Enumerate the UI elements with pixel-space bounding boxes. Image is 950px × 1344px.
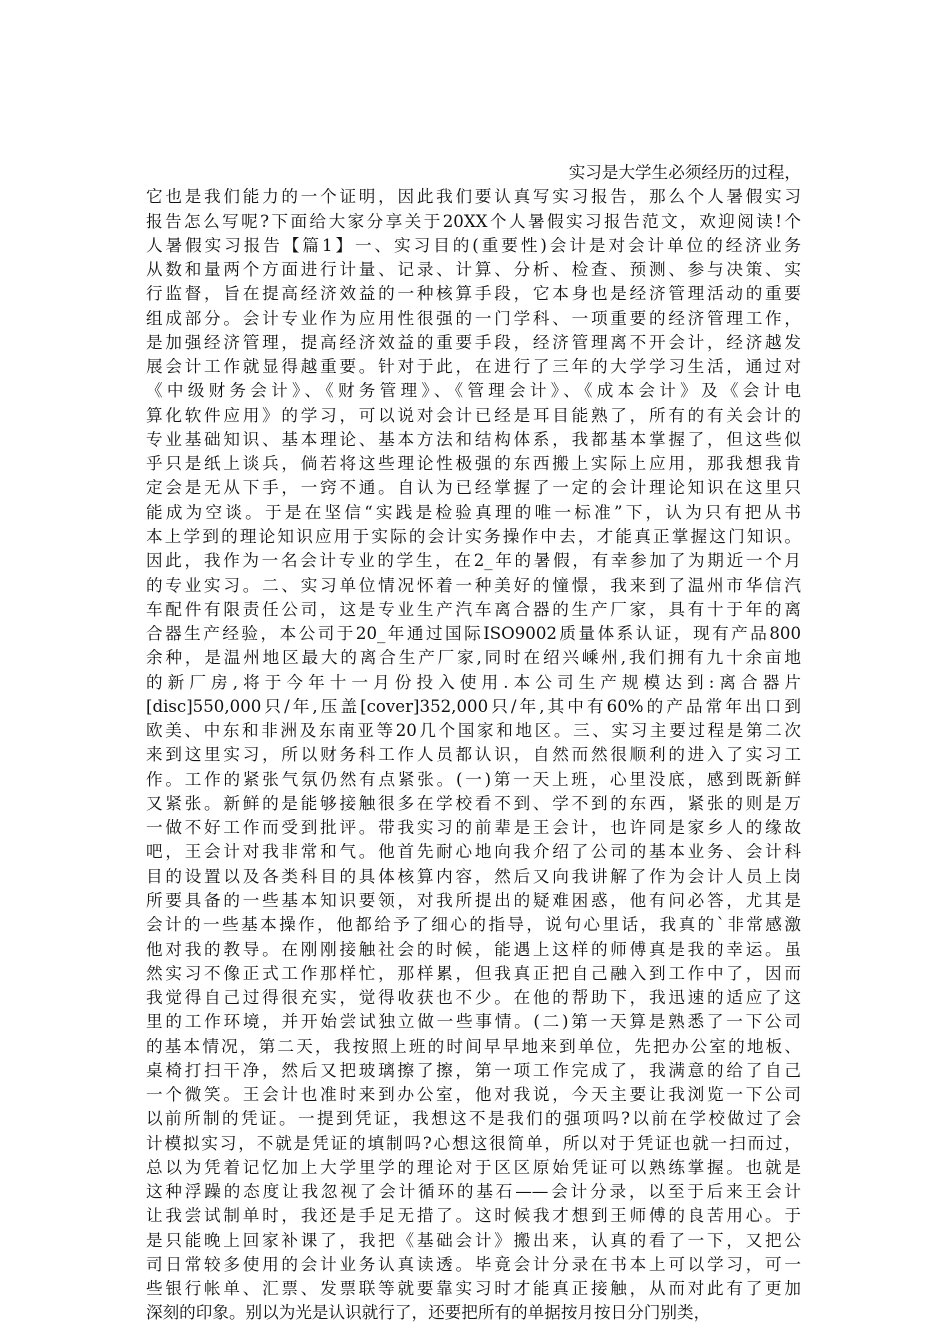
document-body: [146, 161, 801, 1326]
text-line-10: 《中级财务会计》、《财务管理》、《管理会计》、《成本会计》及《会计电: [146, 381, 801, 401]
text-line-46: 司日常较多使用的会计业务认真读透。毕竟会计分录在书本上可以学习，可一: [146, 1254, 801, 1274]
text-line-48: 深刻的印象。别以为光是认识就行了，还要把所有的单据按月按日分门别类，: [146, 1303, 711, 1323]
text-line-22: 的新厂房,将于今年十一月份投入使用.本公司生产规模达到:离合器片: [146, 672, 801, 692]
text-line-12: 专业基础知识、基本理论、基本方法和结构体系，我都基本掌握了，但这些似: [146, 429, 801, 449]
text-line-9: 展会计工作就显得越重要。针对于此，在进行了三年的大学学习生活，通过对: [146, 357, 801, 377]
text-line-39: 一个微笑。王会计也准时来到办公室，他对我说，今天主要让我浏览一下公司: [146, 1085, 801, 1105]
text-line-13: 乎只是纸上谈兵，倘若将这些理论性极强的东西搬上实际上应用，那我想我肯: [146, 454, 801, 474]
text-line-41: 计模拟实习，不就是凭证的填制吗?心想这很简单，所以对于凭证也就一扫而过，: [146, 1133, 801, 1153]
text-line-28: 一做不好工作而受到批评。带我实习的前辈是王会计，也许同是家乡人的缘故: [146, 818, 801, 838]
text-line-14: 定会是无从下手，一窍不通。自认为已经掌握了一定的会计理论知识在这里只: [146, 478, 801, 498]
text-line-26: 作。工作的紧张气氛仍然有点紧张。(一)第一天上班，心里没底，感到既新鲜: [146, 769, 801, 789]
text-line-24: 欧美、中东和非洲及东南亚等20几个国家和地区。三、实习主要过程是第二次: [146, 721, 801, 741]
text-line-3: 报告怎么写呢?下面给大家分享关于20XX个人暑假实习报告范文，欢迎阅读!个: [146, 211, 801, 231]
text-line-33: 他对我的教导。在刚刚接触社会的时候，能遇上这样的师傅真是我的幸运。虽: [146, 939, 801, 959]
text-line-35: 我觉得自己过得很充实，觉得收获也不少。在他的帮助下，我迅速的适应了这: [146, 988, 801, 1008]
text-line-16: 本上学到的理论知识应用于实际的会计实务操作中去，才能真正掌握这门知识。: [146, 526, 801, 546]
text-line-8: 是加强经济管理，提高经济效益的重要手段，经济管理离不开会计，经济越发: [146, 332, 801, 352]
text-line-30: 目的设置以及各类科目的具体核算内容，然后又向我讲解了作为会计人员上岗: [146, 866, 801, 886]
text-line-32: 会计的一些基本操作，他都给予了细心的指导，说句心里话，我真的`非常感激: [146, 915, 801, 935]
text-line-11: 算化软件应用》的学习，可以说对会计已经是耳目能熟了，所有的有关会计的: [146, 405, 801, 425]
text-line-38: 桌椅打扫干净，然后又把玻璃擦了擦，第一项工作完成了，我满意的给了自己: [146, 1060, 801, 1080]
text-line-43: 这种浮躁的态度让我忽视了会计循环的基石——会计分录，以至于后来王会计: [146, 1182, 801, 1202]
text-line-40: 以前所制的凭证。一提到凭证，我想这不是我们的强项吗?以前在学校做过了会: [146, 1109, 801, 1129]
text-line-47: 些银行帐单、汇票、发票联等就要靠实习时才能真正接触，从而对此有了更加: [146, 1279, 801, 1299]
text-line-18: 的专业实习。二、实习单位情况怀着一种美好的憧憬，我来到了温州市华信汽: [146, 575, 801, 595]
text-line-29: 吧，王会计对我非常和气。他首先耐心地向我介绍了公司的基本业务、会计科: [146, 842, 801, 862]
text-line-37: 的基本情况，第二天，我按照上班的时间早早地来到单位，先把办公室的地板、: [146, 1036, 801, 1056]
text-line-31: 所要具备的一些基本知识要领，对我所提出的疑难困惑，他有问必答，尤其是: [146, 890, 801, 910]
text-line-17: 因此，我作为一名会计专业的学生，在2_年的暑假，有幸参加了为期近一个月: [146, 551, 801, 571]
text-line-45: 是只能晚上回家补课了，我把《基础会计》搬出来，认真的看了一下，又把公: [146, 1230, 801, 1250]
text-line-25: 来到这里实习，所以财务科工作人员都认识，自然而然很顺利的进入了实习工: [146, 745, 801, 765]
text-line-34: 然实习不像正式工作那样忙，那样累，但我真正把自己融入到工作中了，因而: [146, 963, 801, 983]
text-line-44: 让我尝试制单时，我还是手足无措了。这时候我才想到王师傅的良苦用心。于: [146, 1206, 801, 1226]
text-line-7: 组成部分。会计专业作为应用性很强的一门学科、一项重要的经济管理工作，: [146, 308, 801, 328]
text-line-1: 实习是大学生必须经历的过程，: [568, 163, 801, 182]
text-line-27: 又紧张。新鲜的是能够接触很多在学校看不到、学不到的东西，紧张的则是万: [146, 793, 801, 813]
text-line-6: 行监督，旨在提高经济效益的一种核算手段，它本身也是经济管理活动的重要: [146, 284, 801, 304]
text-line-36: 里的工作环境，并开始尝试独立做一些事情。(二)第一天算是熟悉了一下公司: [146, 1012, 801, 1032]
text-line-42: 总以为凭着记忆加上大学里学的理论对于区区原始凭证可以熟练掌握。也就是: [146, 1157, 801, 1177]
text-line-4: 人暑假实习报告【篇1】一、实习目的(重要性)会计是对会计单位的经济业务: [146, 235, 801, 255]
text-line-5: 从数和量两个方面进行计量、记录、计算、分析、检查、预测、参与决策、实: [146, 260, 801, 280]
text-line-20: 合器生产经验，本公司于20_年通过国际ISO9002质量体系认证，现有产品800: [146, 624, 801, 644]
text-line-15: 能成为空谈。于是在坚信“实践是检验真理的唯一标准”下，认为只有把从书: [146, 502, 801, 522]
text-line-21: 余种，是温州地区最大的离合生产厂家,同时在绍兴嵊州,我们拥有九十余亩地: [146, 648, 801, 668]
text-line-23: [disc]550,000只/年,压盖[cover]352,000只/年,其中有60%的产品常年出口到: [146, 696, 801, 716]
text-line-2: 它也是我们能力的一个证明，因此我们要认真写实习报告，那么个人暑假实习: [146, 187, 801, 207]
text-line-19: 车配件有限责任公司，这是专业生产汽车离合器的生产厂家，具有十于年的离: [146, 599, 801, 619]
